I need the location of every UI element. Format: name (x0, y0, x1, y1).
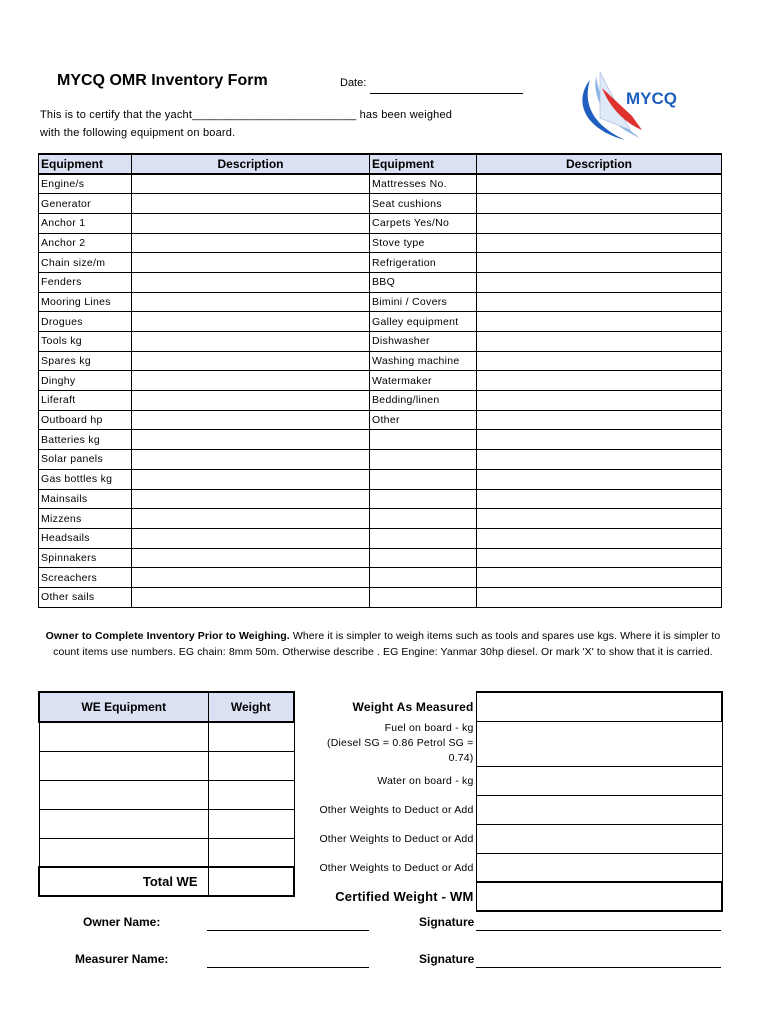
svg-text:MYCQ: MYCQ (626, 89, 677, 108)
description-cell[interactable] (477, 272, 722, 292)
we-equipment-cell[interactable] (39, 751, 208, 780)
description-cell[interactable] (132, 509, 370, 529)
equipment-label: Seat cushions (370, 194, 477, 214)
equipment-label: Fenders (39, 272, 132, 292)
equipment-label: Drogues (39, 312, 132, 332)
equipment-label: Batteries kg (39, 430, 132, 450)
certify-text-2: with the following equipment on board. (40, 127, 236, 139)
table-row (39, 213, 722, 233)
we-weight-cell[interactable] (208, 809, 294, 838)
table-row (39, 548, 722, 568)
table-row (39, 253, 722, 273)
description-cell[interactable] (477, 587, 722, 607)
equipment-label: Stove type (370, 233, 477, 253)
table-row (39, 194, 722, 214)
equipment-label: Anchor 1 (39, 213, 132, 233)
description-cell[interactable] (477, 489, 722, 509)
instructions-note (40, 628, 726, 660)
table-row (39, 174, 722, 194)
description-cell[interactable] (132, 489, 370, 509)
we-weight-cell[interactable] (208, 751, 294, 780)
certified-weight-label: Certified Weight - WM (335, 889, 474, 904)
table-row (39, 450, 722, 470)
signature-field-1[interactable] (476, 930, 721, 931)
description-cell[interactable] (477, 450, 722, 470)
weight-measured-box[interactable] (476, 692, 722, 721)
fuel-label: Fuel on board - kg (Diesel SG = 0.86 Petrol SG = 0.74) (327, 722, 474, 764)
we-equipment-table (38, 691, 295, 897)
description-cell[interactable] (132, 430, 370, 450)
table-row (39, 469, 722, 489)
equipment-label: Refrigeration (370, 253, 477, 273)
table-row (39, 233, 722, 253)
equipment-label: Galley equipment (370, 312, 477, 332)
description-cell[interactable] (132, 450, 370, 470)
description-cell[interactable] (477, 528, 722, 548)
equipment-label: Other (370, 410, 477, 430)
other-weights-label-1: Other Weights to Deduct or Add (319, 803, 474, 816)
weight-as-measured-table (300, 691, 723, 912)
table-row (39, 292, 722, 312)
description-cell[interactable] (477, 391, 722, 411)
description-cell[interactable] (132, 194, 370, 214)
description-cell[interactable] (132, 292, 370, 312)
description-cell[interactable] (477, 174, 722, 194)
weight-measured-header: Weight As Measured (352, 699, 474, 714)
mycq-logo (570, 68, 685, 146)
note-text: Where it is simpler to weigh items such as tools and spares use kgs. Where it is simpler to count items use numbers. EG chain: 8mm 50m. Otherwise describe . EG Engine: Yanmar 30hp diesel. Or mark 'X' to show that it is carried. (53, 630, 721, 658)
equipment-label (370, 528, 477, 548)
table-row (39, 410, 722, 430)
other-weights-label-2: Other Weights to Deduct or Add (319, 832, 474, 845)
description-cell[interactable] (477, 253, 722, 273)
equipment-label: Mainsails (39, 489, 132, 509)
table-row (39, 509, 722, 529)
equipment-label: Bimini / Covers (370, 292, 477, 312)
we-equipment-cell[interactable] (39, 809, 208, 838)
equipment-label: Engine/s (39, 174, 132, 194)
equipment-label (370, 469, 477, 489)
equipment-label: Spinnakers (39, 548, 132, 568)
description-cell[interactable] (477, 430, 722, 450)
note-bold: Owner to Complete Inventory Prior to Weighing. (45, 630, 290, 642)
table-row (39, 312, 722, 332)
certified-weight-box[interactable] (476, 882, 722, 911)
description-cell[interactable] (477, 292, 722, 312)
description-cell[interactable] (132, 312, 370, 332)
description-cell[interactable] (477, 312, 722, 332)
equipment-label: Generator (39, 194, 132, 214)
equipment-label: Headsails (39, 528, 132, 548)
owner-name-field[interactable] (207, 930, 369, 931)
other-weights-box-1[interactable] (476, 795, 722, 824)
description-cell[interactable] (132, 469, 370, 489)
we-weight-cell[interactable] (208, 722, 294, 751)
certify-text: This is to certify that the yacht__________________________ has been weighed (40, 109, 453, 121)
equipment-label: Carpets Yes/No (370, 213, 477, 233)
equipment-label: Anchor 2 (39, 233, 132, 253)
description-cell[interactable] (132, 332, 370, 352)
description-cell[interactable] (132, 587, 370, 607)
total-we-value[interactable] (208, 867, 294, 896)
description-cell[interactable] (132, 213, 370, 233)
description-cell[interactable] (132, 391, 370, 411)
description-cell[interactable] (132, 253, 370, 273)
col-equipment-2: Equipment (370, 154, 477, 174)
water-label: Water on board - kg (377, 774, 474, 787)
equipment-label: Watermaker (370, 371, 477, 391)
description-cell[interactable] (477, 233, 722, 253)
description-cell[interactable] (132, 528, 370, 548)
table-row (39, 568, 722, 588)
other-weights-box-3[interactable] (476, 853, 722, 882)
owner-name-label: Owner Name: (83, 915, 161, 929)
description-cell[interactable] (477, 194, 722, 214)
signature-field-2[interactable] (476, 967, 721, 968)
col-description: Description (132, 154, 370, 174)
equipment-label (370, 509, 477, 529)
equipment-label: BBQ (370, 272, 477, 292)
description-cell[interactable] (132, 174, 370, 194)
table-row (39, 351, 722, 371)
description-cell[interactable] (477, 469, 722, 489)
description-cell[interactable] (477, 410, 722, 430)
table-row (39, 587, 722, 607)
equipment-label: Mooring Lines (39, 292, 132, 312)
we-equipment-cell[interactable] (39, 780, 208, 809)
inventory-table (38, 153, 722, 608)
equipment-label: Tools kg (39, 332, 132, 352)
we-equipment-cell[interactable] (39, 838, 208, 867)
other-weights-box-2[interactable] (476, 824, 722, 853)
description-cell[interactable] (132, 272, 370, 292)
table-row (39, 430, 722, 450)
equipment-label: Dishwasher (370, 332, 477, 352)
equipment-label: Dinghy (39, 371, 132, 391)
signature-label-1: Signature (419, 915, 475, 929)
date-field[interactable] (370, 93, 523, 94)
equipment-label: Gas bottles kg (39, 469, 132, 489)
date-label: Date: (340, 77, 367, 89)
equipment-label: Outboard hp (39, 410, 132, 430)
table-row (39, 528, 722, 548)
equipment-label (370, 430, 477, 450)
equipment-label: Screachers (39, 568, 132, 588)
water-box[interactable] (476, 766, 722, 795)
we-weight-cell[interactable] (208, 780, 294, 809)
signature-label-2: Signature (419, 952, 475, 966)
description-cell[interactable] (477, 548, 722, 568)
fuel-box[interactable] (476, 721, 722, 766)
form-title: MYCQ OMR Inventory Form (57, 72, 268, 89)
description-cell[interactable] (477, 568, 722, 588)
equipment-label: Bedding/linen (370, 391, 477, 411)
description-cell[interactable] (477, 371, 722, 391)
col-description-2: Description (477, 154, 722, 174)
description-cell[interactable] (132, 233, 370, 253)
description-cell[interactable] (477, 213, 722, 233)
equipment-label (370, 568, 477, 588)
description-cell[interactable] (477, 351, 722, 371)
col-we-equipment: WE Equipment (39, 692, 208, 722)
description-cell[interactable] (132, 568, 370, 588)
equipment-label: Mattresses No. (370, 174, 477, 194)
table-row (39, 371, 722, 391)
description-cell[interactable] (477, 332, 722, 352)
equipment-label: Spares kg (39, 351, 132, 371)
measurer-name-field[interactable] (207, 967, 369, 968)
col-weight: Weight (208, 692, 294, 722)
description-cell[interactable] (132, 351, 370, 371)
equipment-label: Mizzens (39, 509, 132, 529)
description-cell[interactable] (477, 509, 722, 529)
equipment-label (370, 489, 477, 509)
other-weights-label-3: Other Weights to Deduct or Add (319, 861, 474, 874)
equipment-label (370, 587, 477, 607)
equipment-label (370, 548, 477, 568)
table-row (39, 391, 722, 411)
table-row (39, 272, 722, 292)
equipment-label: Chain size/m (39, 253, 132, 273)
measurer-name-label: Measurer Name: (75, 952, 169, 966)
description-cell[interactable] (132, 371, 370, 391)
table-row (39, 489, 722, 509)
table-row (39, 332, 722, 352)
col-equipment: Equipment (39, 154, 132, 174)
we-equipment-cell[interactable] (39, 722, 208, 751)
equipment-label: Liferaft (39, 391, 132, 411)
we-weight-cell[interactable] (208, 838, 294, 867)
equipment-label (370, 450, 477, 470)
description-cell[interactable] (132, 548, 370, 568)
total-we-label: Total WE (39, 867, 208, 896)
equipment-label: Solar panels (39, 450, 132, 470)
equipment-label: Washing machine (370, 351, 477, 371)
description-cell[interactable] (132, 410, 370, 430)
equipment-label: Other sails (39, 587, 132, 607)
